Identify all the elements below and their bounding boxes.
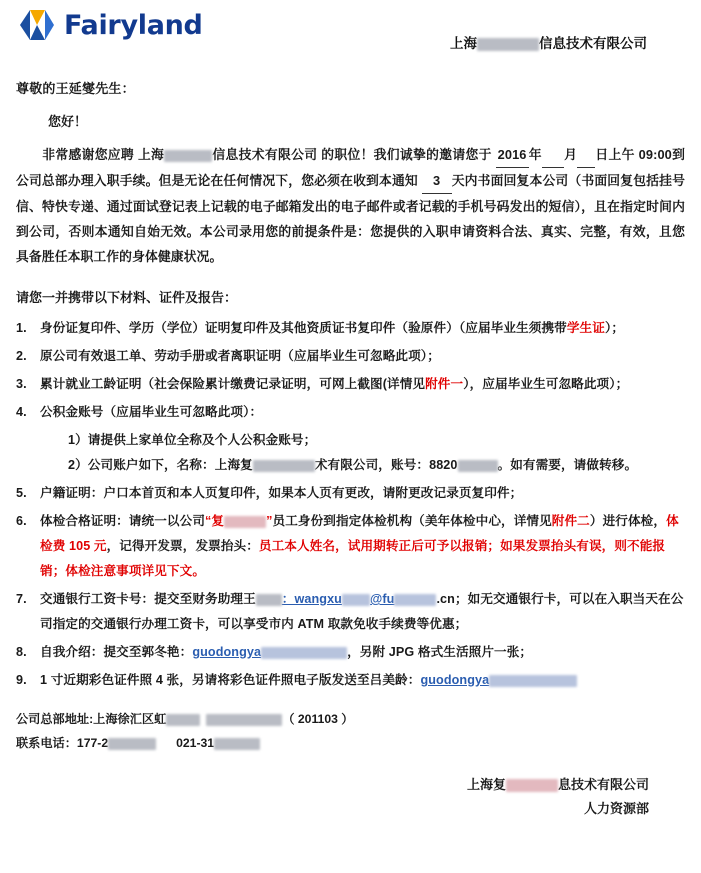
intro-text-d: 天内书面回复本公司（书面回复包括挂号信、特快专递、通过面试登记表上记载的 [16,173,685,214]
list-item [16,372,685,397]
sub-label: 1） [68,433,88,447]
attachment-two-ref: 附件二 [551,514,590,528]
intro-paragraph [16,142,685,269]
redaction-block [214,738,260,750]
brand-name: Fairyland [64,9,203,41]
company-alias-quote: “复 [205,514,225,528]
intro-text-b: 的职位！我们诚挚的邀请您于 [321,147,492,162]
sub-text: 请提供上家单位全称及个人公积金账号； [87,433,317,447]
phone-label-2: 021-31 [176,736,215,750]
redaction-block [506,779,558,792]
sub-text-c: 。如有需要，请做转移。 [497,458,638,472]
sub-label: 2） [68,458,88,472]
finance-email-link[interactable]: ：wangxu [281,592,342,606]
signature-block [10,773,691,821]
item-text: 公积金账号（应届毕业生可忽略此项）： [40,405,263,419]
day-field [577,142,595,168]
list-item [16,400,685,478]
sub-text-a: 公司账户如下，名称：上海复 [87,458,253,472]
greeting: 您好！ [48,114,88,129]
month-field [542,142,564,168]
day-unit: 日上午 [595,147,635,162]
list-item [16,668,685,693]
item-text-tail: ），应届毕业生可忽略此项）； [463,377,629,391]
list-item [16,509,685,584]
inline-company-prefix: 上海 [137,147,165,162]
email-emphasis: 电子邮箱发出的电子邮件 [249,199,393,214]
item-number: 3. [16,377,27,391]
finance-email-domain[interactable]: @fu [369,592,395,606]
zip-suffix: ） [337,712,354,726]
year-unit: 年 [528,147,542,162]
item-emphasis: 学生证 [566,321,605,335]
redaction-block [489,675,577,687]
redaction-block [166,714,200,726]
document-footer [16,707,685,755]
item-text: 身份证复印件、学历（学位）证明复印件及其他资质证书复印件（验原件）（应届毕业生须携带 [40,321,567,335]
item-text-2: 员工身份到指定体检机构（美年体检中心，详情见 [272,514,552,528]
item-number: 2. [16,349,27,363]
company-prefix: 上海 [450,36,477,51]
redaction-block [477,38,539,51]
sign-company-prefix: 上海复 [466,777,506,792]
item-text: 累计就业工龄证明（社会保险累计缴费记录证明，可网上截图(详情见 [40,377,426,391]
redaction-block [342,594,370,606]
list-item [16,344,685,369]
item-text-tail: .cn；如无交通银行卡，可以在入职当天在公司指定的交通银行办理工资卡，可以享受市内 ATM 取款免收手续费等优惠； [40,592,684,631]
year-field: 2016 [496,142,529,168]
document-header [10,0,691,62]
intro-text-e: 或者记载的手机号码发出的短信），且在指定时间内到公司，否则本通知自始无效。本公司录用您的前提条件是：您提供的入职申请资料合法、真实、完整，有效，且您具备胜任本职工作的身体健康状况。 [16,199,685,264]
month-unit: 月 [563,147,578,162]
item-number: 5. [16,486,27,500]
item-text-tail: ，另附 JPG 格式生活照片一张； [347,645,533,659]
item-text: 原公司有效退工单、劳动手册或者离职证明（应届毕业生可忽略此项）； [40,349,440,363]
photo-email-link[interactable]: guodongya [420,673,490,687]
phone-line [16,731,685,755]
signature-company [10,773,649,797]
item-text: 1 寸近期彩色证件照 4 张，另请将彩色证件照电子版发送至吕美龄： [40,673,421,687]
redaction-block [164,150,212,162]
materials-subheading: 请您一并携带以下材料、证件及报告： [16,290,238,305]
inline-company [138,147,317,162]
redaction-block [108,738,156,750]
company-name-header [450,32,647,52]
address-line [16,707,685,731]
sign-company-suffix: 息技术有限公司 [557,777,649,792]
list-item [16,587,685,637]
item-text: 自我介绍：提交至郭冬艳： [40,645,193,659]
item-text: 交通银行工资卡号：提交至财务助理王 [40,592,256,606]
item-text: 户籍证明：户口本首页和本人页复印件，如果本人页有更改，请附更改记录页复印件； [40,486,523,500]
redaction-block [224,516,266,528]
zip-code: 201103 [297,712,338,726]
company-suffix: 信息技术有限公司 [539,36,647,51]
redaction-block [458,460,498,472]
arrival-time: 09:00 [638,147,672,162]
reply-days-field: 3 [422,168,452,194]
attachment-one-ref: 附件一 [425,377,464,391]
inline-company-suffix: 信息技术有限公司 [212,147,318,162]
sub-text-b: 术有限公司，账号：8820 [314,458,458,472]
salutation: 尊敬的王延燮先生： [16,81,135,96]
exam-fee: 体检费 105 元 [40,514,679,553]
item-text-3: ）进行体检， [589,514,667,528]
invoice-notice: 员工本人姓名，试用期转正后可予以报销；如果发票抬头有误，则不能报销；体检注意事项详见下文。 [40,539,666,578]
fairyland-diamond-logo-icon [18,6,56,44]
redaction-block [256,594,282,606]
item-number: 9. [16,673,27,687]
item-text: 体检合格证明：请统一以公司 [40,514,206,528]
list-item [16,640,685,665]
item-text-4: ，记得开发票，发票抬头： [106,539,259,553]
item-number: 4. [16,405,27,419]
phone-label: 联系电话：177-2 [16,736,109,750]
item-number: 8. [16,645,27,659]
fund-account-sublist [40,428,685,478]
redaction-block [261,647,347,659]
item-number: 6. [16,514,27,528]
company-alias-quote-end: ” [266,514,273,528]
redaction-block [394,594,436,606]
list-item [16,316,685,341]
list-item [16,481,685,506]
intro-text-a: 非常感谢您应聘 [42,147,135,162]
intro-text-c: 到公司总部办理入职手续。但是无论在任何情况下，您必须在收到本通知 [16,147,686,188]
requirements-list [10,316,691,693]
item-text-tail: ）； [604,321,625,335]
intro-email-link[interactable]: guodongya [192,645,262,659]
list-item [68,453,685,478]
redaction-block [253,460,315,472]
address-label: 公司总部地址:上海徐汇区虹 [16,712,167,726]
zip-prefix: （ [282,712,298,726]
signature-department: 人力资源部 [583,801,649,816]
redaction-block [206,714,282,726]
item-number: 7. [16,592,27,606]
brand-logo [18,6,203,44]
list-item [68,428,685,453]
item-number: 1. [16,321,27,335]
